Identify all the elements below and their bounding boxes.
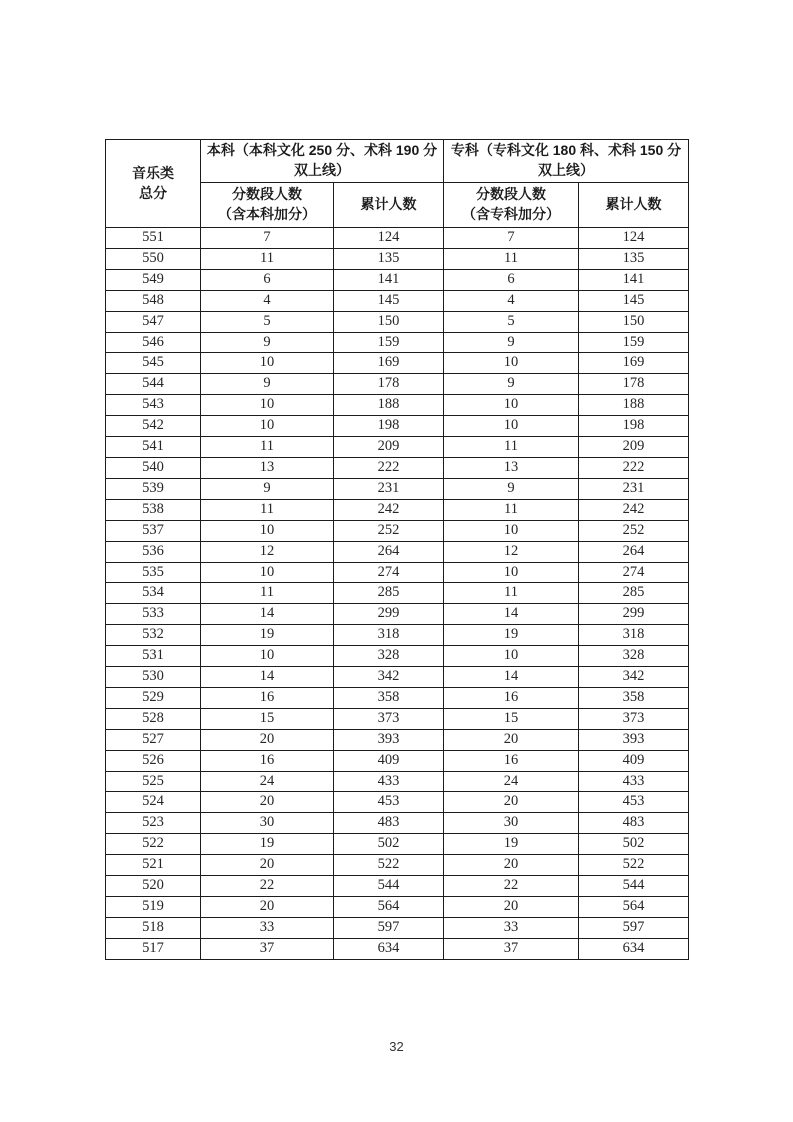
undergraduate-segment-count-cell: 20 — [201, 792, 334, 813]
college-segment-count-header — [444, 183, 579, 228]
score-cell: 526 — [106, 750, 201, 771]
college-cumulative-cell: 328 — [579, 646, 689, 667]
undergraduate-cumulative-cell: 453 — [334, 792, 444, 813]
undergraduate-segment-count-cell: 16 — [201, 750, 334, 771]
score-cell: 522 — [106, 834, 201, 855]
table-row — [106, 938, 689, 959]
college-segment-count-cell: 11 — [444, 499, 579, 520]
undergraduate-cumulative-cell: 150 — [334, 311, 444, 332]
score-cell: 539 — [106, 478, 201, 499]
table-row — [106, 646, 689, 667]
score-cell: 527 — [106, 729, 201, 750]
college-segment-count-cell: 22 — [444, 876, 579, 897]
score-distribution-table — [105, 139, 689, 960]
college-segment-count-cell: 12 — [444, 541, 579, 562]
undergraduate-segment-count-cell: 14 — [201, 667, 334, 688]
college-segment-count-cell: 10 — [444, 416, 579, 437]
undergraduate-cumulative-cell: 328 — [334, 646, 444, 667]
undergraduate-segment-count-cell: 9 — [201, 478, 334, 499]
undergraduate-segment-count-cell: 5 — [201, 311, 334, 332]
score-cell: 533 — [106, 604, 201, 625]
table-row — [106, 583, 689, 604]
college-segment-count-cell: 10 — [444, 646, 579, 667]
college-cumulative-cell: 178 — [579, 374, 689, 395]
college-cumulative-cell: 159 — [579, 332, 689, 353]
undergraduate-segment-count-header-line1: 分数段人数 — [232, 186, 302, 203]
college-cumulative-cell: 264 — [579, 541, 689, 562]
undergraduate-cumulative-cell: 544 — [334, 876, 444, 897]
college-cumulative-cell: 274 — [579, 562, 689, 583]
table-row — [106, 541, 689, 562]
college-cumulative-cell: 409 — [579, 750, 689, 771]
college-cumulative-cell: 433 — [579, 771, 689, 792]
undergraduate-cumulative-cell: 342 — [334, 667, 444, 688]
college-cumulative-cell: 299 — [579, 604, 689, 625]
college-segment-count-cell: 19 — [444, 625, 579, 646]
undergraduate-cumulative-cell: 141 — [334, 269, 444, 290]
score-cell: 551 — [106, 228, 201, 249]
table-row — [106, 729, 689, 750]
undergraduate-segment-count-cell: 10 — [201, 646, 334, 667]
undergraduate-cumulative-cell: 299 — [334, 604, 444, 625]
college-segment-count-cell: 20 — [444, 897, 579, 918]
undergraduate-cumulative-cell: 135 — [334, 248, 444, 269]
undergraduate-segment-count-cell: 24 — [201, 771, 334, 792]
score-cell: 520 — [106, 876, 201, 897]
college-segment-count-cell: 14 — [444, 604, 579, 625]
college-segment-count-cell: 20 — [444, 792, 579, 813]
college-segment-count-cell: 15 — [444, 708, 579, 729]
score-cell: 541 — [106, 437, 201, 458]
table-row — [106, 855, 689, 876]
score-cell: 536 — [106, 541, 201, 562]
score-cell: 542 — [106, 416, 201, 437]
college-segment-count-cell: 10 — [444, 395, 579, 416]
undergraduate-segment-count-cell: 16 — [201, 687, 334, 708]
score-cell: 523 — [106, 813, 201, 834]
undergraduate-cumulative-cell: 393 — [334, 729, 444, 750]
undergraduate-cumulative-cell: 124 — [334, 228, 444, 249]
undergraduate-cumulative-cell: 433 — [334, 771, 444, 792]
undergraduate-section-header: 本科（本科文化 250 分、术科 190 分双上线） — [201, 140, 444, 183]
college-segment-count-cell: 16 — [444, 687, 579, 708]
table-row — [106, 269, 689, 290]
score-cell: 517 — [106, 938, 201, 959]
undergraduate-segment-count-cell: 20 — [201, 729, 334, 750]
undergraduate-segment-count-cell: 6 — [201, 269, 334, 290]
undergraduate-segment-count-cell: 11 — [201, 499, 334, 520]
undergraduate-cumulative-header: 累计人数 — [334, 183, 444, 228]
score-cell: 547 — [106, 311, 201, 332]
undergraduate-segment-count-cell: 11 — [201, 437, 334, 458]
college-segment-count-cell: 37 — [444, 938, 579, 959]
score-cell: 549 — [106, 269, 201, 290]
college-segment-count-cell: 11 — [444, 437, 579, 458]
undergraduate-cumulative-cell: 274 — [334, 562, 444, 583]
undergraduate-cumulative-cell: 145 — [334, 290, 444, 311]
undergraduate-segment-count-cell: 11 — [201, 248, 334, 269]
score-cell: 531 — [106, 646, 201, 667]
undergraduate-segment-count-cell: 7 — [201, 228, 334, 249]
college-cumulative-cell: 342 — [579, 667, 689, 688]
table-row — [106, 353, 689, 374]
undergraduate-cumulative-cell: 169 — [334, 353, 444, 374]
college-cumulative-cell: 124 — [579, 228, 689, 249]
undergraduate-cumulative-cell: 252 — [334, 520, 444, 541]
table-row — [106, 437, 689, 458]
college-segment-count-cell: 19 — [444, 834, 579, 855]
page-number: 32 — [389, 1039, 404, 1054]
undergraduate-segment-count-cell: 30 — [201, 813, 334, 834]
table-row — [106, 917, 689, 938]
table-row — [106, 562, 689, 583]
score-cell: 519 — [106, 897, 201, 918]
college-segment-count-header-line1: 分数段人数 — [476, 186, 546, 203]
undergraduate-cumulative-cell: 358 — [334, 687, 444, 708]
table-row — [106, 499, 689, 520]
college-cumulative-cell: 453 — [579, 792, 689, 813]
college-cumulative-cell: 145 — [579, 290, 689, 311]
undergraduate-segment-count-cell: 14 — [201, 604, 334, 625]
score-cell: 525 — [106, 771, 201, 792]
score-cell: 524 — [106, 792, 201, 813]
undergraduate-cumulative-cell: 198 — [334, 416, 444, 437]
table-row — [106, 374, 689, 395]
table-row — [106, 813, 689, 834]
college-segment-count-cell: 14 — [444, 667, 579, 688]
score-cell: 521 — [106, 855, 201, 876]
undergraduate-segment-count-cell: 10 — [201, 562, 334, 583]
college-section-header: 专科（专科文化 180 科、术科 150 分双上线） — [444, 140, 689, 183]
undergraduate-segment-count-cell: 19 — [201, 834, 334, 855]
college-cumulative-cell: 150 — [579, 311, 689, 332]
undergraduate-segment-count-cell: 4 — [201, 290, 334, 311]
table-row — [106, 792, 689, 813]
college-segment-count-cell: 9 — [444, 332, 579, 353]
corner-header-line1: 音乐类 — [132, 164, 174, 181]
college-segment-count-cell: 20 — [444, 855, 579, 876]
table-row — [106, 876, 689, 897]
college-segment-count-header-line2: （含专科加分） — [462, 206, 560, 222]
undergraduate-cumulative-cell: 634 — [334, 938, 444, 959]
table-row — [106, 771, 689, 792]
table-header — [106, 140, 689, 228]
table-body — [106, 228, 689, 960]
college-cumulative-cell: 231 — [579, 478, 689, 499]
college-cumulative-cell: 242 — [579, 499, 689, 520]
college-segment-count-cell: 5 — [444, 311, 579, 332]
college-segment-count-cell: 4 — [444, 290, 579, 311]
undergraduate-segment-count-cell: 37 — [201, 938, 334, 959]
undergraduate-segment-count-cell: 19 — [201, 625, 334, 646]
undergraduate-cumulative-cell: 483 — [334, 813, 444, 834]
college-segment-count-cell: 30 — [444, 813, 579, 834]
college-cumulative-cell: 393 — [579, 729, 689, 750]
college-segment-count-cell: 33 — [444, 917, 579, 938]
undergraduate-cumulative-cell: 188 — [334, 395, 444, 416]
college-cumulative-cell: 141 — [579, 269, 689, 290]
college-segment-count-cell: 7 — [444, 228, 579, 249]
table-row — [106, 332, 689, 353]
college-cumulative-cell: 188 — [579, 395, 689, 416]
college-cumulative-cell: 209 — [579, 437, 689, 458]
undergraduate-segment-count-cell: 13 — [201, 457, 334, 478]
college-cumulative-cell: 597 — [579, 917, 689, 938]
college-segment-count-cell: 13 — [444, 457, 579, 478]
college-segment-count-cell: 9 — [444, 478, 579, 499]
undergraduate-cumulative-cell: 209 — [334, 437, 444, 458]
score-cell: 530 — [106, 667, 201, 688]
table-row — [106, 750, 689, 771]
undergraduate-segment-count-cell: 22 — [201, 876, 334, 897]
undergraduate-cumulative-cell: 564 — [334, 897, 444, 918]
undergraduate-cumulative-cell: 373 — [334, 708, 444, 729]
table-row — [106, 478, 689, 499]
college-segment-count-cell: 9 — [444, 374, 579, 395]
undergraduate-cumulative-cell: 318 — [334, 625, 444, 646]
undergraduate-segment-count-cell: 9 — [201, 374, 334, 395]
score-cell: 546 — [106, 332, 201, 353]
undergraduate-segment-count-cell: 9 — [201, 332, 334, 353]
score-cell: 537 — [106, 520, 201, 541]
score-cell: 535 — [106, 562, 201, 583]
college-cumulative-cell: 373 — [579, 708, 689, 729]
table-row — [106, 416, 689, 437]
undergraduate-cumulative-cell: 231 — [334, 478, 444, 499]
undergraduate-segment-count-cell: 10 — [201, 416, 334, 437]
score-cell: 540 — [106, 457, 201, 478]
corner-header-line2: 总分 — [139, 184, 167, 201]
table-row — [106, 708, 689, 729]
undergraduate-segment-count-header-line2: （含本科加分） — [218, 206, 316, 222]
college-segment-count-cell: 6 — [444, 269, 579, 290]
college-cumulative-cell: 544 — [579, 876, 689, 897]
college-segment-count-cell: 11 — [444, 583, 579, 604]
table-row — [106, 520, 689, 541]
table-row — [106, 687, 689, 708]
undergraduate-segment-count-cell: 10 — [201, 353, 334, 374]
college-segment-count-cell: 10 — [444, 353, 579, 374]
undergraduate-cumulative-cell: 285 — [334, 583, 444, 604]
undergraduate-segment-count-cell: 11 — [201, 583, 334, 604]
score-cell: 518 — [106, 917, 201, 938]
college-cumulative-cell: 169 — [579, 353, 689, 374]
table-row — [106, 228, 689, 249]
college-segment-count-cell: 10 — [444, 562, 579, 583]
college-cumulative-cell: 285 — [579, 583, 689, 604]
undergraduate-segment-count-cell: 20 — [201, 855, 334, 876]
college-segment-count-cell: 16 — [444, 750, 579, 771]
undergraduate-cumulative-cell: 522 — [334, 855, 444, 876]
score-cell: 548 — [106, 290, 201, 311]
college-cumulative-header: 累计人数 — [579, 183, 689, 228]
college-segment-count-cell: 20 — [444, 729, 579, 750]
table-row — [106, 604, 689, 625]
table-row — [106, 395, 689, 416]
undergraduate-segment-count-header — [201, 183, 334, 228]
table-row — [106, 834, 689, 855]
college-cumulative-cell: 564 — [579, 897, 689, 918]
score-cell: 538 — [106, 499, 201, 520]
table-row — [106, 457, 689, 478]
corner-header-cell — [106, 140, 201, 228]
table-row — [106, 667, 689, 688]
undergraduate-cumulative-cell: 159 — [334, 332, 444, 353]
college-cumulative-cell: 502 — [579, 834, 689, 855]
college-cumulative-cell: 522 — [579, 855, 689, 876]
college-cumulative-cell: 358 — [579, 687, 689, 708]
undergraduate-segment-count-cell: 15 — [201, 708, 334, 729]
score-cell: 529 — [106, 687, 201, 708]
table-row — [106, 897, 689, 918]
undergraduate-segment-count-cell: 12 — [201, 541, 334, 562]
college-segment-count-cell: 11 — [444, 248, 579, 269]
college-segment-count-cell: 24 — [444, 771, 579, 792]
score-cell: 544 — [106, 374, 201, 395]
undergraduate-segment-count-cell: 33 — [201, 917, 334, 938]
undergraduate-cumulative-cell: 409 — [334, 750, 444, 771]
score-cell: 545 — [106, 353, 201, 374]
college-cumulative-cell: 634 — [579, 938, 689, 959]
college-cumulative-cell: 252 — [579, 520, 689, 541]
score-cell: 528 — [106, 708, 201, 729]
table-row — [106, 311, 689, 332]
undergraduate-cumulative-cell: 242 — [334, 499, 444, 520]
undergraduate-cumulative-cell: 597 — [334, 917, 444, 938]
score-cell: 543 — [106, 395, 201, 416]
college-cumulative-cell: 135 — [579, 248, 689, 269]
undergraduate-cumulative-cell: 264 — [334, 541, 444, 562]
college-cumulative-cell: 222 — [579, 457, 689, 478]
table-row — [106, 290, 689, 311]
undergraduate-cumulative-cell: 178 — [334, 374, 444, 395]
college-cumulative-cell: 483 — [579, 813, 689, 834]
undergraduate-cumulative-cell: 222 — [334, 457, 444, 478]
score-cell: 532 — [106, 625, 201, 646]
score-cell: 534 — [106, 583, 201, 604]
college-segment-count-cell: 10 — [444, 520, 579, 541]
table-row — [106, 625, 689, 646]
undergraduate-segment-count-cell: 20 — [201, 897, 334, 918]
undergraduate-segment-count-cell: 10 — [201, 520, 334, 541]
score-cell: 550 — [106, 248, 201, 269]
college-cumulative-cell: 198 — [579, 416, 689, 437]
undergraduate-segment-count-cell: 10 — [201, 395, 334, 416]
undergraduate-cumulative-cell: 502 — [334, 834, 444, 855]
college-cumulative-cell: 318 — [579, 625, 689, 646]
table-row — [106, 248, 689, 269]
